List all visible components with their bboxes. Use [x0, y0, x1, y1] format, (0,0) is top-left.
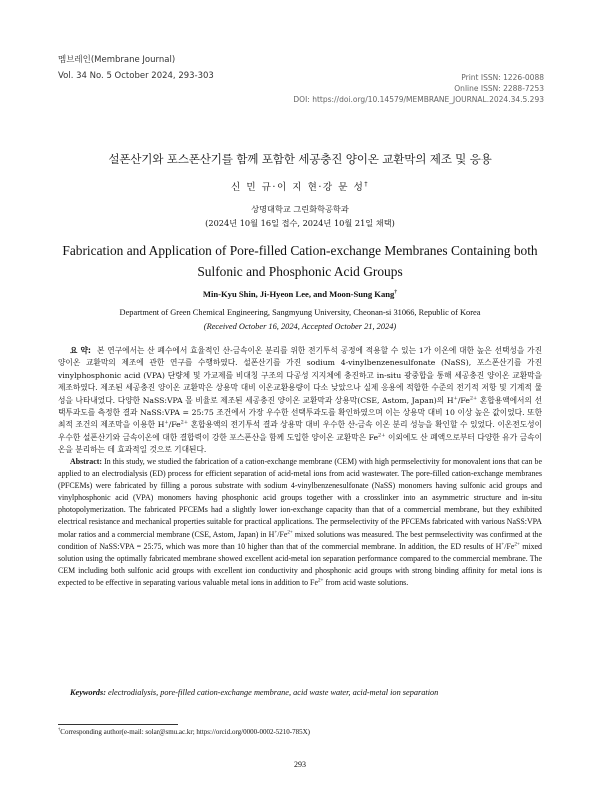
footnote-divider — [58, 724, 178, 725]
page-number: 293 — [294, 760, 306, 769]
print-issn: Print ISSN: 1226-0088 — [461, 73, 544, 82]
doi-link[interactable]: DOI: https://doi.org/10.14579/MEMBRANE_JOURNAL.2024.34.5.293 — [293, 95, 544, 104]
journal-name: 멤브레인(Membrane Journal) — [58, 55, 176, 65]
online-issn: Online ISSN: 2288-7253 — [454, 84, 544, 93]
affiliation-korean: 상명대학교 그린화학공학과 — [251, 204, 349, 214]
journal-volume: Vol. 34 No. 5 October 2024, 293-303 — [58, 71, 214, 81]
dates-english: (Received October 16, 2024, Accepted October 21, 2024) — [203, 322, 397, 331]
dates-korean: (2024년 10월 16일 접수, 2024년 10월 21일 채택) — [205, 218, 395, 228]
abstract-korean-label: 요 약: — [70, 346, 92, 355]
abstract-english-label: Abstract: — [70, 457, 102, 466]
abstract-english: Abstract: In this study, we studied the fabrication of a cation-exchange membrane (CEM) with high permselectivity for monovalent ions that can be applied to an electrodialysis (ED) process for efficient separation of acid-metal ions from acid wastewater. The pore-filled cation-exchange membranes (PFCEMs) were fabricated by filling a porous substrate with sodium 4-vinylbenzenesulfonate (NaSS) monomers having sulfonic acid groups and vinylphosphonic acid (VPA) monomers having phosphonic acid groups together with a crosslinker into an asymmetric structure and in-situ photopolymerization. The fabricated PFCEMs had a slightly lower ion-exchange capacity than that of a commercial membrane, but they exhibited electrical resistance and mechanical properties suitable for practical applications. The permselectivity of the PFCEMs fabricated with various NaSS:VPA molar ratios and a commercial membrane (CSE, Astom, Japan) in $H^+/Fe^{2+}$ mixed solutions was measured. The best permselectivity was confirmed at the condition of NaSS:VPA = 25:75, which was more than 10 higher than that of the commercial membrane. In addition, the ED results of $H^+/Fe^{2+}$ mixed solution using the optimally fabricated membrane showed excellent acid-metal ion separation performance compared to the commercial membrane. The CEM including both sulfonic acid groups with excellent ion conductivity and phosphonic acid groups with strong binding affinity for metal ions is expected to be effective in separating various valuable metal ions in addition to $Fe^{2+}$ from acid waste solutions. — [58, 457, 542, 587]
corresponding-mark-en: † — [394, 289, 398, 296]
affiliation-english: Department of Green Chemical Engineering, Sangmyung University, Cheonan-si 31066, Republic of Korea — [119, 308, 481, 317]
corresponding-mark: † — [364, 180, 369, 188]
keywords-label: Keywords: — [70, 688, 106, 697]
paper-title-korean: 설폰산기와 포스폰산기를 함께 포함한 세공충진 양이온 교환막의 제조 및 응용 — [108, 152, 492, 166]
abstract-korean: 요 약: 본 연구에서는 산 폐수에서 효율적인 산-금속이온 분리를 위한 전기투석 공정에 적용할 수 있는 1가 이온에 대한 높은 선택성을 가진 양이온 교환막의 제조에 관한 연구를 수행하였다. 설폰산기를 가진 sodium 4-vinylbenzenesulfonate (NaSS), 포스폰산기를 가진 vinylphosphonic acid (VPA) 단량체 및 가교제를 비대칭 구조의 다공성 지지체에 충진하고 in-situ 광중합을 통해 세공충진 양이온 교환막을 제조하였다. 제조된 세공충진 양이온 교환막은 상용막 대비 이온교환용량이 다소 낮았으나 실제 응용에 적합한 수준의 전기적 저항 및 기계적 물성을 나타내었다. 다양한 NaSS:VPA 몰 비율로 제조된 세공충진 양이온 교환막과 상용막(CSE, Astom, Japan)의 $H^+/Fe^{2+}$ 혼합용액에서의 선택투과도를 측정한 결과 NaSS:VPA = 25:75 조건에서 가장 우수한 선택투과도를 확인하였으며 이는 상용막 대비 10 이상 높은 값이었다. 또한 최적 조건의 제조막을 이용한 $H^+/Fe^{2+}$ 혼합용액의 전기투석 결과 상용막 대비 우수한 산-금속 이온 분리 성능을 확인할 수 있었다. 이온전도성이 우수한 설폰산기와 금속이온에 대한 결합력이 강한 포스폰산을 함께 도입한 양이온 교환막은 $Fe^{2+}$ 이외에도 산 폐액으로부터 다양한 유가 금속이온을 분리하는 데 효과적일 것으로 기대된다. — [58, 346, 543, 455]
keywords: Keywords: electrodialysis, pore-filled cation-exchange membrane, acid waste water, acid-metal ion separation — [70, 688, 439, 697]
corresponding-author-footnote: †Corresponding author(e-mail: solar@smu.ac.kr; https://orcid.org/0000-0002-5210-785X) — [58, 726, 310, 736]
authors-korean: 신 민 규·이 지 현·강 문 성† — [231, 180, 369, 193]
authors-english: Min-Kyu Shin, Ji-Hyeon Lee, and Moon-Sung Kang† — [202, 289, 398, 299]
paper-title-english: Fabrication and Application of Pore-filled Cation-exchange Membranes Containing both Sulfonic and Phosphonic Acid Groups — [62, 243, 538, 279]
